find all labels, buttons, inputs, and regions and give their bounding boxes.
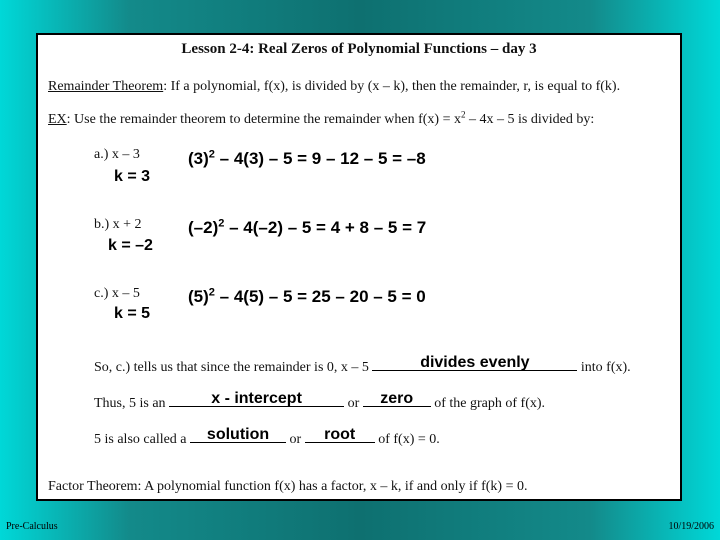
remainder-theorem [48,79,620,95]
footer-date: 10/19/2006 [668,521,714,532]
solution-blank [190,428,286,443]
part-b-work [188,218,426,238]
conclusion-3-mid: or [286,432,305,447]
part-c-k: k = 5 [114,305,151,322]
example-text-after: – 4x – 5 is divided by: [465,112,595,127]
part-a-work [188,149,426,169]
part-b-work-base: (–2) [188,218,219,237]
page-title: Lesson 2-4: Real Zeros of Polynomial Functions – day 3 [181,41,537,57]
example-text: : Use the remainder theorem to determine the remainder when f(x) = x [66,112,461,127]
part-b-work-rest: – 4(–2) – 5 = 4 + 8 – 5 = 7 [224,218,427,237]
footer-course: Pre-Calculus [6,521,58,532]
factor-theorem: Factor Theorem: A polynomial function f(x) has a factor, x – k, if and only if f(k) = 0. [48,479,528,494]
example-exponent: 2 [460,109,466,120]
remainder-theorem-text: : If a polynomial, f(x), is divided by (x – k), then the remainder, r, is equal to f(k). [163,79,621,94]
part-a-work-exp: 2 [208,148,215,161]
conclusion-line-1 [94,356,631,376]
root-answer: root [324,426,356,443]
conclusion-1-after: into f(x). [577,360,631,375]
conclusion-2-after: of the graph of f(x). [430,396,546,411]
part-a-work-rest: – 4(3) – 5 = 9 – 12 – 5 = –8 [214,149,426,168]
root-blank [305,428,375,443]
part-a-k: k = 3 [114,168,151,185]
divides-evenly-answer: divides evenly [420,354,530,371]
x-intercept-blank [169,392,344,407]
lesson-sheet [36,33,682,501]
conclusion-3-after: of f(x) = 0. [374,432,440,447]
part-c-prompt: c.) x – 5 [94,286,140,301]
part-c-work-rest: – 4(5) – 5 = 25 – 20 – 5 = 0 [214,287,426,306]
part-c-work-exp: 2 [208,286,215,299]
conclusion-2-mid: or [344,396,363,411]
x-intercept-answer: x - intercept [211,390,302,407]
zero-answer: zero [380,390,414,407]
zero-blank [363,392,431,407]
divides-evenly-blank [372,356,577,371]
conclusion-1-before: So, c.) tells us that since the remainder is 0, x – 5 [94,360,373,375]
part-b-work-exp: 2 [218,217,225,230]
solution-answer: solution [206,426,270,443]
part-c-work [188,287,426,307]
example-label: EX [48,112,67,127]
conclusion-2-before: Thus, 5 is an [94,396,170,411]
part-a-work-base: (3) [188,149,209,168]
part-b-k: k = –2 [108,237,153,254]
part-c-work-base: (5) [188,287,209,306]
part-b-prompt: b.) x + 2 [94,217,142,232]
conclusion-3-before: 5 is also called a [94,432,191,447]
conclusion-line-3 [94,428,440,448]
part-a-prompt: a.) x – 3 [94,147,140,162]
conclusion-line-2 [94,392,545,412]
remainder-theorem-label: Remainder Theorem [48,79,164,94]
example-statement [48,109,595,128]
